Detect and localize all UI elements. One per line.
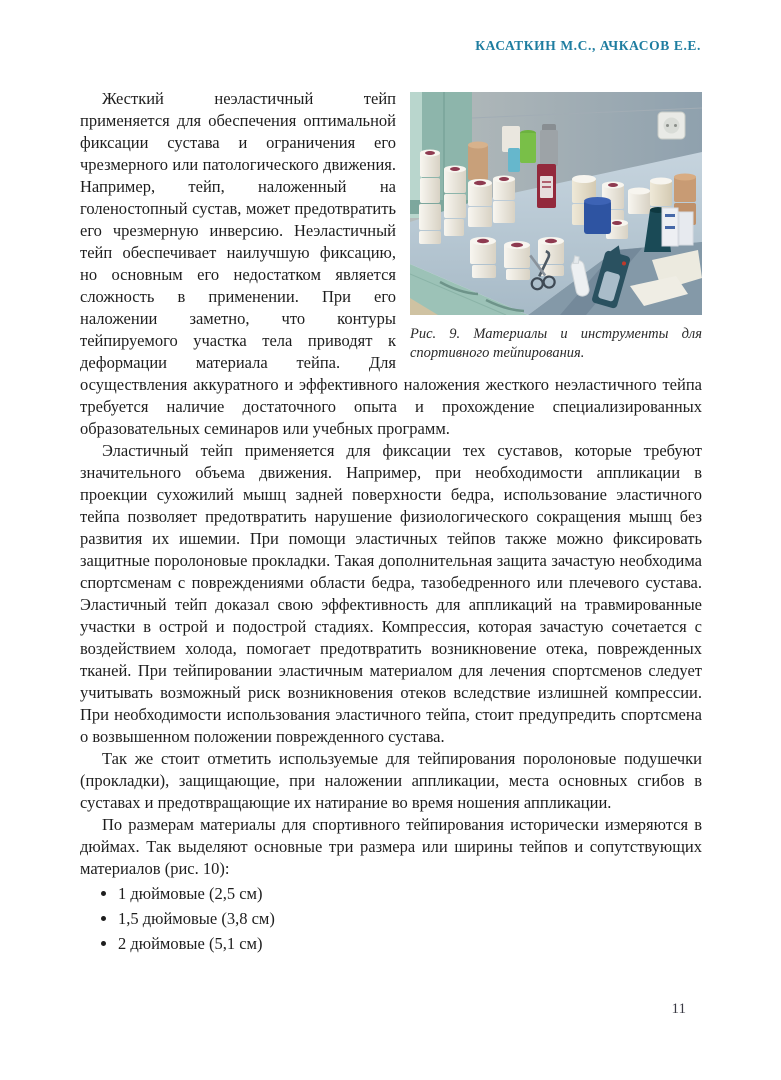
paragraph-rigid-tape: Жесткий неэластичный тейп применяется для обеспечения оптимальной фиксации сустава и ограничения его чрезмерного или патологического движения. Например, тейп, наложенный на голеностопный сустав, может предотвратить его чрезмерную инверсию. Неэластичный тейп обеспечивает наилучшую фиксацию, но основным его недостатком является сложность в применении. При его наложении заметно, что контуры тейпируемого участка тела приводят к деформации материала тейпа. Для осуществления аккуратного и эффективного наложения жесткого неэластичного тейпа требуется наличие достаточного опыта и прохождение специализированных образовательных семинаров или учебных программ. (80, 89, 702, 438)
power-outlet (658, 112, 685, 139)
list-item-size-1: • 1 дюймовые (2,5 см) (118, 883, 702, 905)
figure-photo (410, 92, 702, 315)
paragraph-elastic-tape: Эластичный тейп применяется для фиксации тех суставов, которые требуют значительного объема движения. Например, при необходимости аппликации в проекции сухожилий мышц задней поверхности бедра, использование эластичного тейпа позволяет предотвратить нарушение физиологического сокращения мышц без развития их ишемии. При помощи эластичных тейпов также можно фиксировать защитные поролоновые прокладки. Такая дополнительная защита зачастую необходима спортсменам с повреждениями области бедра, тазобедренного или плечевого сустава. Эластичный тейп доказал свою эффективность для аппликаций на травмированные участки в острой и подострой стадиях. Компрессия, которая зачастую сочетается с воздействием холода, помогает предотвратить возникновение отека, поврежденных тканей. При тейпировании эластичным материалом для лечения спортсменов следует учитывать возможный риск возникновения отеков вследствие излишней компрессии. При необходимости использования эластичного тейпа, стоит предупредить спортсмена о возвышенном положении поврежденного сустава. (80, 441, 702, 746)
paragraph-foam-pads: Так же стоит отметить используемые для тейпирования поролоновые подушечки (прокладки), защищающие, при наложении аппликации, места основных сгибов в суставах и предотвращающие их натирание во время ношения аппликации. (80, 749, 702, 812)
page-content (80, 88, 702, 958)
list-item-size-1-5: • 1,5 дюймовые (3,8 см) (118, 908, 702, 930)
blue-tape-roll (584, 197, 611, 234)
figure-caption: Рис. 9. Материалы и инструменты для спортивного тейпирования. (410, 326, 702, 361)
page-number: 11 (671, 1001, 686, 1017)
list-item-size-2: • 2 дюймовые (5,1 см) (118, 933, 702, 955)
tape-sizes-list (80, 883, 702, 955)
figure-9 (410, 92, 702, 363)
paragraph-sizes-intro: По размерам материалы для спортивного тейпирования исторически измеряются в дюймах. Так выделяют основные три размера или ширины тейпов и сопутствующих материалов (рис. 10): (80, 815, 702, 878)
running-head-authors: КАСАТКИН М.С., АЧКАСОВ Е.Е. (475, 38, 701, 53)
